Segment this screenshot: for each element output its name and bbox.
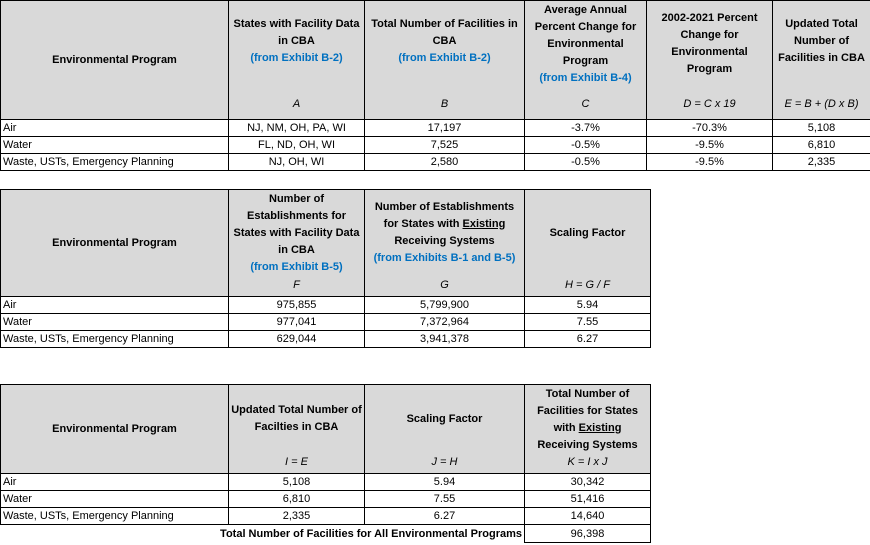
t1-a-source: (from Exhibit B-2): [250, 51, 343, 64]
t2-r0-g: 5,799,900: [365, 297, 525, 314]
table-row: [1, 474, 651, 491]
t2-header-h: [525, 190, 651, 297]
table-1: [0, 0, 870, 171]
t1-r1-a: FL, ND, OH, WI: [229, 137, 365, 154]
t3-r1-i: 6,810: [229, 491, 365, 508]
t1-c-source: (from Exhibit B-4): [539, 71, 632, 84]
t2-r2-program: Waste, USTs, Emergency Planning: [1, 331, 229, 348]
t2-g-title-ul: Existing: [462, 217, 506, 230]
t1-d-formula: D = C x 19: [683, 97, 736, 110]
t3-k-title-pre: Total Number of Facilities for States with: [537, 387, 638, 434]
t1-a-title: States with Facility Data in CBA: [233, 17, 360, 47]
t3-k-title-ul: Existing: [578, 421, 622, 434]
t1-header-program: Environmental Program: [1, 1, 229, 120]
table-row: [1, 297, 651, 314]
t3-header-k: [525, 385, 651, 474]
table-2: [0, 189, 651, 348]
t1-r2-a: NJ, OH, WI: [229, 154, 365, 171]
t2-r0-f: 975,855: [229, 297, 365, 314]
t3-header-j: [365, 385, 525, 474]
t1-r0-d: -70.3%: [647, 120, 773, 137]
t1-r1-d: -9.5%: [647, 137, 773, 154]
t3-k-title-post: Receiving Systems: [537, 438, 638, 451]
t2-r0-program: Air: [1, 297, 229, 314]
t1-r0-a: NJ, NM, OH, PA, WI: [229, 120, 365, 137]
t1-r2-b: 2,580: [365, 154, 525, 171]
t1-b-source: (from Exhibit B-2): [398, 51, 491, 64]
t1-header-e: [773, 1, 870, 120]
t3-i-title: Updated Total Number of Facilties in CBA: [231, 403, 362, 433]
t2-h-title: Scaling Factor: [549, 226, 626, 239]
t3-total-label: Total Number of Facilities for All Environmental Programs: [1, 525, 525, 543]
t1-c-title: Average Annual Percent Change for Environmental Program: [534, 3, 637, 67]
t2-g-title-post: Receiving Systems: [394, 234, 495, 247]
t3-header-program: Environmental Program: [1, 385, 229, 474]
total-row: [1, 525, 651, 543]
t3-r0-k: 30,342: [525, 474, 651, 491]
t1-r0-b: 17,197: [365, 120, 525, 137]
t3-r2-k: 14,640: [525, 508, 651, 525]
t3-r0-i: 5,108: [229, 474, 365, 491]
table-row: [1, 331, 651, 348]
t1-e-formula: E = B + (D x B): [784, 97, 859, 110]
t2-g-source: (from Exhibits B-1 and B-5): [373, 251, 516, 264]
t2-g-formula: G: [440, 278, 449, 291]
t2-r0-h: 5.94: [525, 297, 651, 314]
t3-r2-j: 6.27: [365, 508, 525, 525]
t3-r2-i: 2,335: [229, 508, 365, 525]
t3-i-formula: I = E: [285, 455, 308, 468]
t2-h-formula: H = G / F: [565, 278, 610, 291]
t1-e-title: Updated Total Number of Facilities in CBA: [778, 17, 865, 64]
table-row: [1, 491, 651, 508]
t3-k-formula: K = I x J: [567, 455, 608, 468]
t1-r0-c: -3.7%: [525, 120, 647, 137]
t2-header-program: Environmental Program: [1, 190, 229, 297]
t3-r0-j: 5.94: [365, 474, 525, 491]
t1-r1-program: Water: [1, 137, 229, 154]
table-row: [1, 154, 870, 171]
table-row: [1, 314, 651, 331]
t3-r0-program: Air: [1, 474, 229, 491]
t1-r1-c: -0.5%: [525, 137, 647, 154]
t2-header-f: [229, 190, 365, 297]
t2-g-title-pre: Number of Establishments for States with: [374, 200, 515, 230]
t3-total-value: 96,398: [525, 525, 651, 543]
t1-r2-c: -0.5%: [525, 154, 647, 171]
t1-r2-e: 2,335: [773, 154, 870, 171]
t1-r0-program: Air: [1, 120, 229, 137]
t1-d-title: 2002-2021 Percent Change for Environmental Program: [661, 11, 758, 75]
t2-r1-f: 977,041: [229, 314, 365, 331]
t1-header-d: [647, 1, 773, 120]
t1-r1-b: 7,525: [365, 137, 525, 154]
t2-r2-h: 6.27: [525, 331, 651, 348]
t2-r1-g: 7,372,964: [365, 314, 525, 331]
t1-header-a: [229, 1, 365, 120]
table-row: [1, 120, 870, 137]
t1-r0-e: 5,108: [773, 120, 870, 137]
t3-j-formula: J = H: [431, 455, 458, 468]
t2-f-formula: F: [293, 278, 300, 291]
t1-r2-d: -9.5%: [647, 154, 773, 171]
t3-r1-program: Water: [1, 491, 229, 508]
t2-r2-f: 629,044: [229, 331, 365, 348]
t2-r2-g: 3,941,378: [365, 331, 525, 348]
table-row: [1, 508, 651, 525]
t3-r1-k: 51,416: [525, 491, 651, 508]
t1-b-title: Total Number of Facilities in CBA: [371, 17, 518, 47]
t2-r1-h: 7.55: [525, 314, 651, 331]
t2-f-source: (from Exhibit B-5): [250, 260, 343, 273]
t2-header-g: [365, 190, 525, 297]
t1-c-formula: C: [581, 97, 590, 110]
t1-header-c: [525, 1, 647, 120]
t3-r1-j: 7.55: [365, 491, 525, 508]
t3-header-i: [229, 385, 365, 474]
table-3: [0, 384, 651, 543]
table-row: [1, 137, 870, 154]
t2-f-title: Number of Establishments for States with Facility Data in CBA: [233, 192, 360, 256]
t3-j-title: Scaling Factor: [406, 412, 483, 425]
t1-header-b: [365, 1, 525, 120]
t1-a-formula: A: [292, 97, 301, 110]
t2-r1-program: Water: [1, 314, 229, 331]
t1-b-formula: B: [440, 97, 449, 110]
t1-r1-e: 6,810: [773, 137, 870, 154]
t3-r2-program: Waste, USTs, Emergency Planning: [1, 508, 229, 525]
t1-r2-program: Waste, USTs, Emergency Planning: [1, 154, 229, 171]
